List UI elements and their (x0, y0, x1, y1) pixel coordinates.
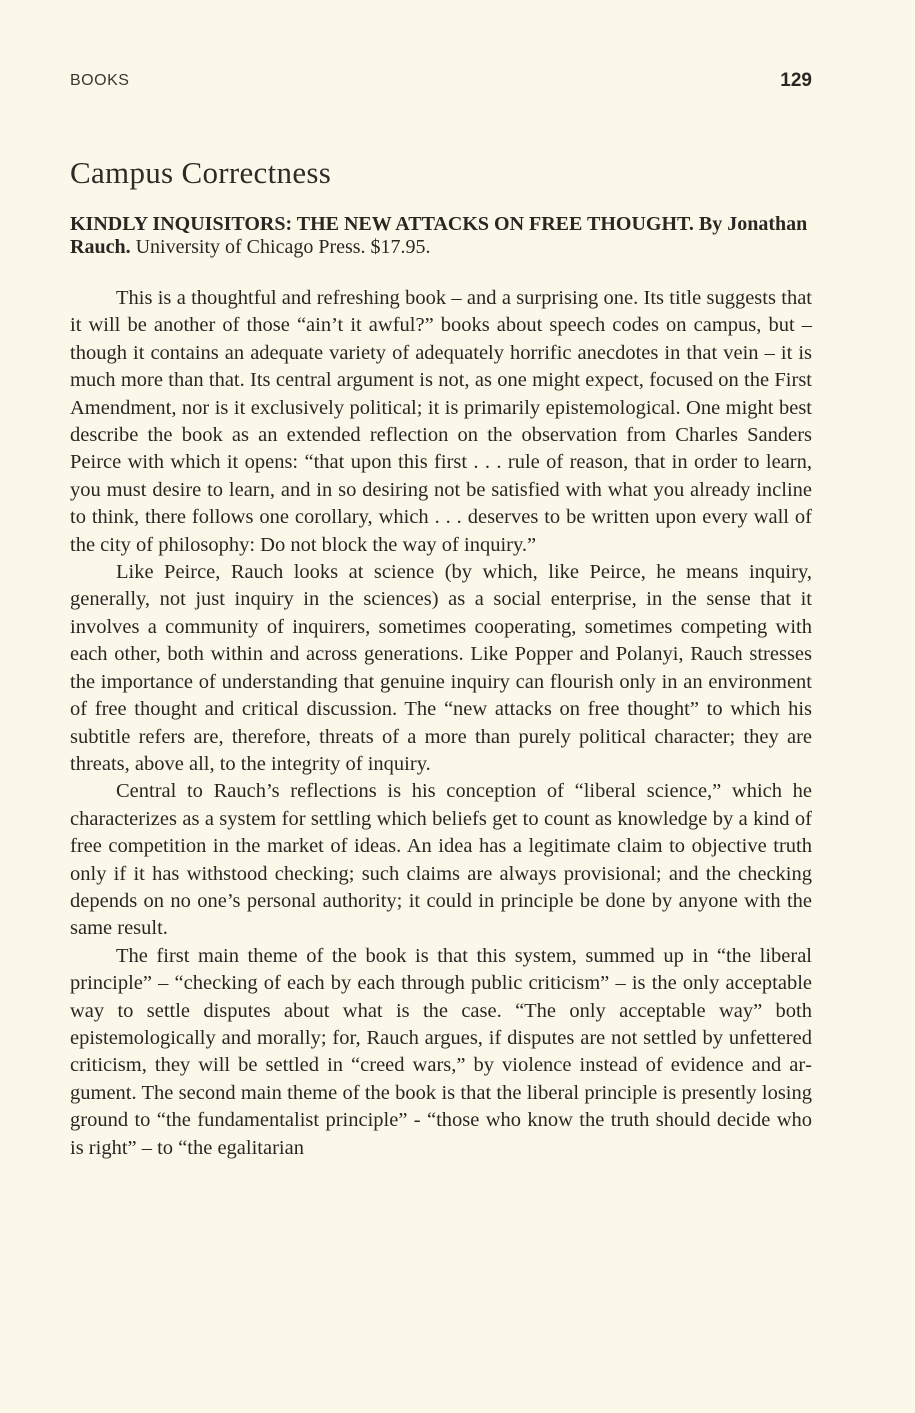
book-author: By Jonathan Rauch. (70, 213, 808, 258)
paragraph: Central to Rauch’s reflections is his conception of “liberal science,” which he characterizes as a system for settling which beliefs get to count as knowledge by a kind of free competition in the market of ideas. An idea has a legitimate claim to objective truth only if it has withstood checking; such claims are always provisional; and the checking depends on no one’s personal authority; it could in principle be done by anyone with the same result. (70, 780, 812, 940)
section-label: BOOKS (70, 72, 130, 89)
book-info (70, 213, 815, 259)
paragraph: Like Peirce, Rauch looks at science (by which, like Peirce, he means inquiry, generally, not just inquiry in the sciences) as a social enterprise, in the sense that it involves a community of inquirers, sometimes cooperating, sometimes competing with each other, both within and across generations. Like Popper and Polanyi, Rauch stresses the importance of understanding that genuine inquiry can flourish only in an environment of free thought and critical discussion. The “new attacks on free thought” to which his subtitle refers are, therefore, threats of a more than purely political character; they are threats, above all, to the integrity of inquiry. (70, 561, 812, 775)
article-title: Campus Correctness (70, 155, 332, 190)
review-body (70, 285, 812, 1162)
book-publisher: University of Chicago Press. $17.95. (135, 236, 431, 258)
paragraph: The first main theme of the book is that this system, summed up in “the liberal principle” – “checking of each by each through public criticism” – is the only acceptable way to settle disputes about what is the case. “The only acceptable way” both epistemologically and morally; for, Rauch argues, if disputes are not settled by unfettered criticism, they will be settled in “creed wars,” by violence instead of evidence and argument. The second main theme of the book is that the liberal principle is presently losing ground to “the fundamentalist principle” - “those who know the truth should decide who is right” – to “the egalitarian (70, 944, 812, 1159)
page-number: 129 (780, 70, 812, 91)
paragraph: This is a thoughtful and refreshing book – and a surprising one. Its title suggests that it will be another of those “ain’t it awful?” books about speech codes on campus, but – though it contains an adequate variety of adequately horrific anecdotes in that vein – it is much more than that. Its central argument is not, as one might expect, focused on the First Amendment, nor is it exclusively political; it is primarily epistemological. One might best describe the book as an extended reflection on the observation from Charles Sanders Peirce with which it opens: “that upon this first . . . rule of reason, that in order to learn, you must desire to learn, and in so desiring not be satisfied with what you already incline to think, there follows one corollary, which . . . deserves to be written upon every wall of the city of philosophy: Do not block the way of inquiry.” (70, 287, 812, 556)
running-head (70, 72, 812, 96)
book-title: KINDLY INQUISITORS: THE NEW ATTACKS ON FREE THOUGHT. (70, 213, 694, 235)
